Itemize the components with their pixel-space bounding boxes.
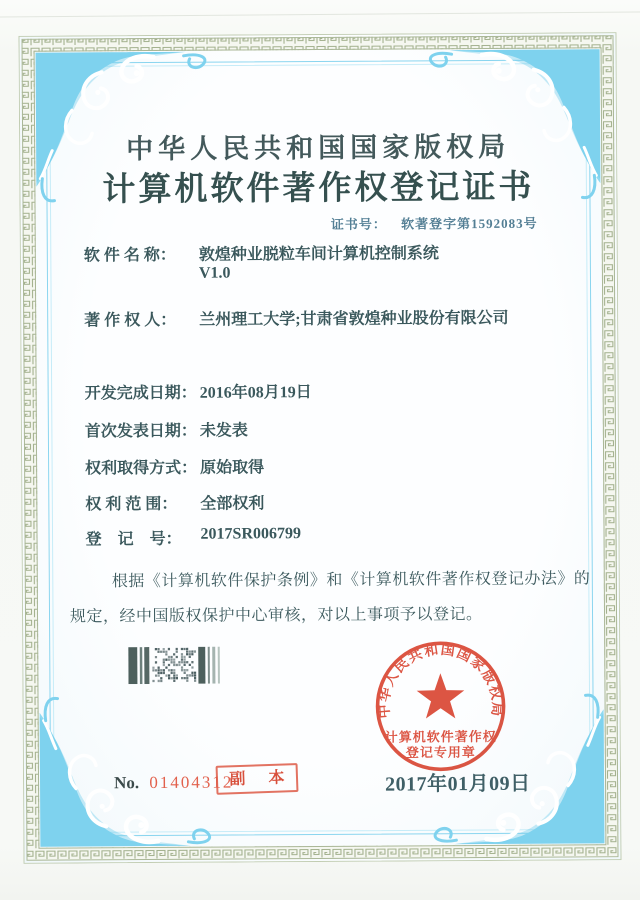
field-value: 全部权利	[200, 495, 265, 513]
field-value: 原始取得	[200, 459, 265, 477]
seal-text-line2: 登记专用章	[405, 744, 476, 760]
field-row-copyright-owner	[84, 305, 508, 331]
duplicate-copy-stamp	[216, 763, 299, 795]
certificate-number-value: 软著登字第1592083号	[401, 215, 538, 232]
field-row-first-publication	[85, 417, 248, 441]
field-row-registration-number	[85, 525, 301, 549]
field-row-software-name	[84, 240, 439, 283]
certificate	[18, 32, 621, 864]
field-row-rights-scope	[85, 490, 264, 514]
barcode	[128, 647, 222, 685]
field-value	[199, 240, 439, 282]
field-label: 开发完成日期：	[84, 384, 197, 403]
statement-line-2: 规定，经中国版权保护中心审核，对以上事项予以登记。	[69, 606, 483, 626]
field-value: 2017SR006799	[200, 525, 302, 543]
paper-scan-edge	[0, 11, 640, 18]
field-label: 首次发表日期：	[84, 422, 197, 441]
field-value: 未发表	[199, 422, 248, 440]
software-version: V1.0	[198, 264, 231, 282]
duplicate-copy-stamp-char-1: 副	[229, 770, 246, 789]
field-row-completion-date	[85, 379, 312, 403]
seal-star-icon	[417, 673, 465, 718]
field-value: 兰州理工大学;甘肃省敦煌种业股份有限公司	[199, 309, 509, 329]
field-value: 2016年08月19日	[199, 384, 312, 402]
field-label: 权 利 范 围：	[85, 495, 178, 514]
certificate-title: 计算机软件著作权登记证书	[102, 169, 535, 209]
field-label: 著 作 权 人：	[84, 311, 177, 330]
certificate-number-label: 证书号：	[330, 216, 387, 232]
field-label: 登 记 号：	[85, 530, 182, 549]
field-label: 权利取得方式：	[85, 459, 198, 478]
software-name: 敦煌种业脱粒车间计算机控制系统	[198, 245, 439, 264]
seal-ring-text: 中华人民共和国国家版权局	[377, 642, 504, 719]
serial-number-value: 01404312	[149, 772, 234, 793]
statement-line-1: 根据《计算机软件保护条例》和《计算机软件著作权登记办法》的	[111, 570, 591, 591]
seal-text-line1: 计算机软件著作权	[384, 728, 497, 745]
serial-number-label: No.	[113, 773, 140, 793]
field-label: 软 件 名 称：	[83, 246, 176, 265]
official-seal	[366, 632, 515, 781]
duplicate-copy-stamp-char-2: 本	[268, 769, 285, 787]
certificate-number	[331, 213, 538, 233]
issuer-title: 中华人民共和国国家版权局	[126, 131, 511, 165]
field-row-acquisition-method	[85, 454, 264, 478]
seal-date: 2017年01月09日	[384, 772, 531, 796]
